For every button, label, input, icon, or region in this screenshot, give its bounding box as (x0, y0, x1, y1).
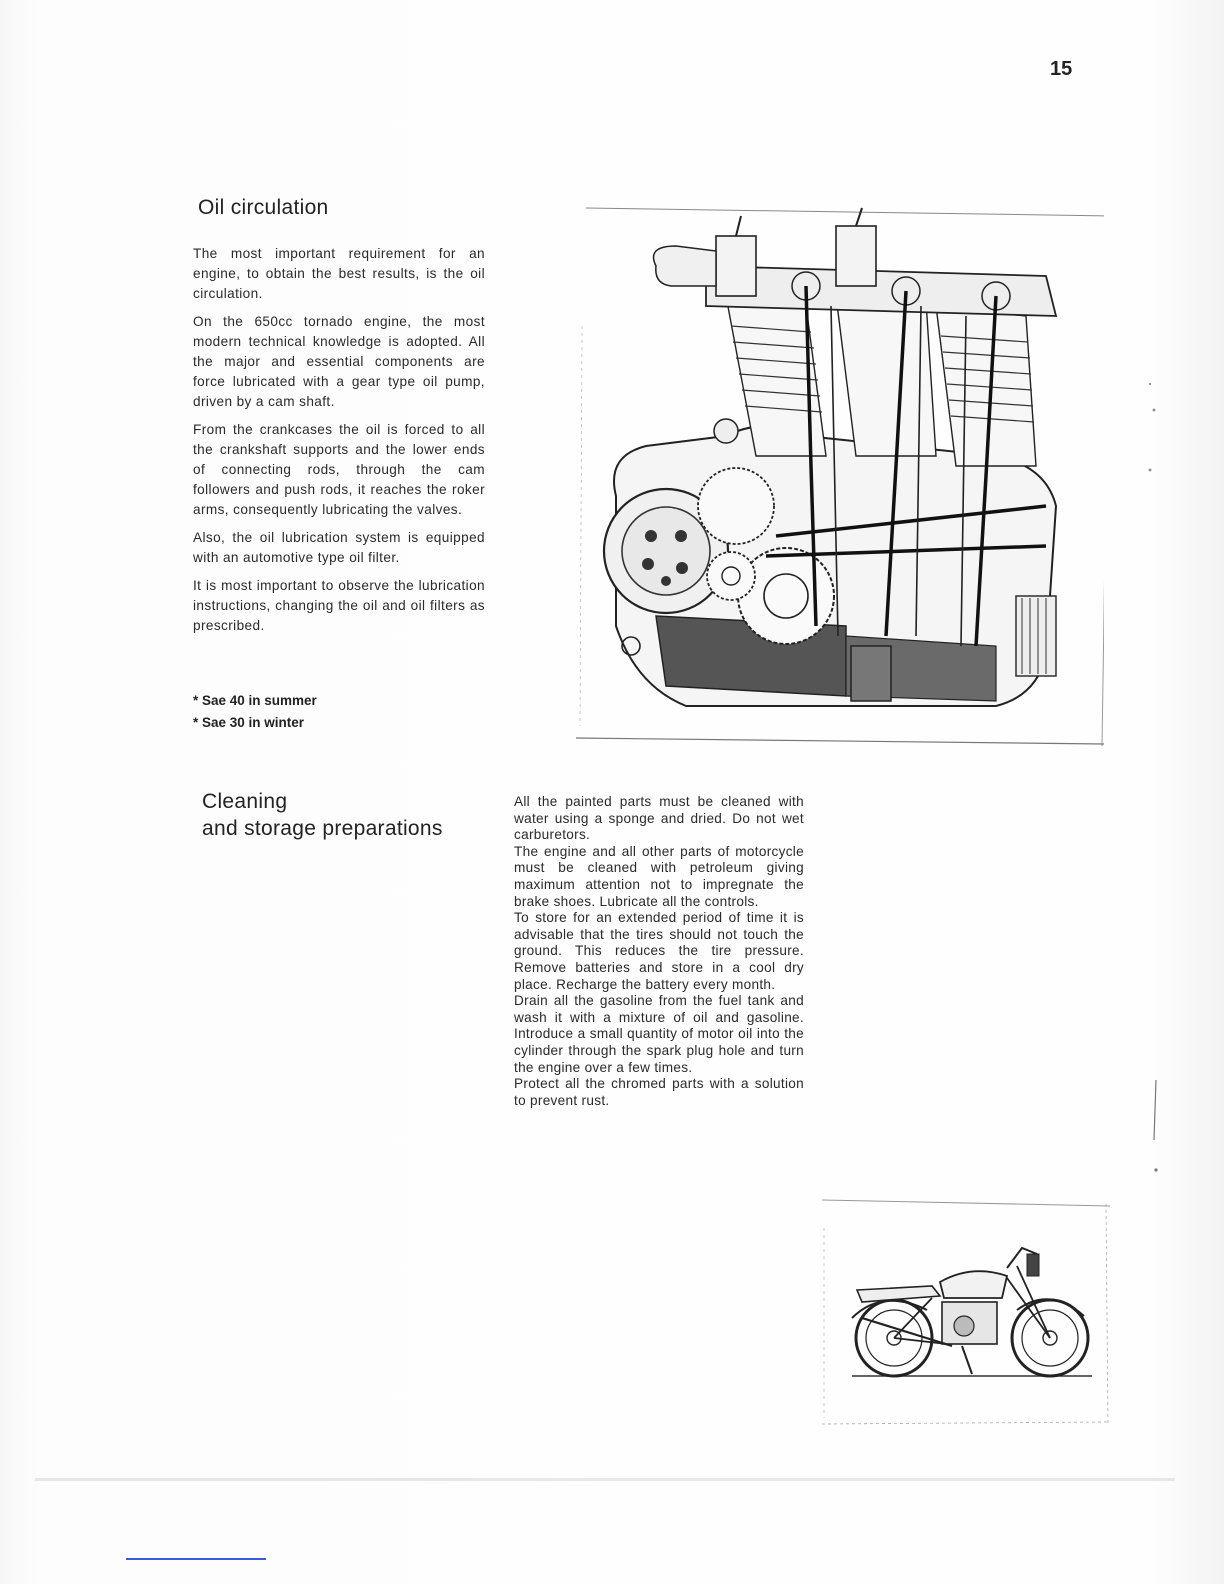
cleaning-paragraph-4: Drain all the gasoline from the fuel tank and wash it with a mixture of oil and gasoline. Introduce a small quantity of motor oil into the cylinder through the spark plug hole and turn the engine over a few times. (514, 993, 804, 1075)
scan-margin-marks (1136, 380, 1166, 1180)
cleaning-paragraph-5: Protect all the chromed parts with a solution to prevent rust. (514, 1076, 804, 1108)
oil-grade-summer: * Sae 40 in summer (193, 693, 317, 708)
cleaning-heading (202, 788, 443, 842)
engine-cutaway-illustration (576, 206, 1104, 748)
cleaning-text (514, 794, 804, 1109)
cleaning-heading-line1: Cleaning (202, 790, 288, 813)
cleaning-paragraph-3: To store for an extended period of time it is advisable that the tires should not touch the ground. This reduces the tire pressure. Remove batteries and store in a cool dry place. Recharge the battery every month. (514, 910, 804, 992)
oil-paragraph-2: On the 650cc tornado engine, the most modern technical knowledge is adopted. All the major and essential components are force lubricated with a gear type oil pump, driven by a cam shaft. (193, 314, 485, 409)
scan-shadow-edge (35, 1478, 1175, 1481)
oil-circulation-text (193, 244, 485, 644)
oil-paragraph-3: From the crankcases the oil is forced to all the crankshaft supports and the lower ends of connecting rods, through the cam followers and push rods, it reaches the roker arms, consequently lubricating the valves. (193, 422, 485, 517)
bottom-rule (126, 1558, 266, 1560)
cleaning-heading-line2: and storage preparations (202, 817, 443, 840)
motorcycle-illustration (822, 1198, 1112, 1426)
oil-grade-list (193, 690, 317, 734)
oil-grade-winter: * Sae 30 in winter (193, 715, 305, 730)
cleaning-paragraph-1: All the painted parts must be cleaned with water using a sponge and dried. Do not wet carburetors. (514, 794, 804, 843)
oil-paragraph-4: Also, the oil lubrication system is equipped with an automotive type oil filter. (193, 530, 485, 565)
cleaning-paragraph-2: The engine and all other parts of motorcycle must be cleaned with petroleum giving maximum attention not to impregnate the brake shoes. Lubricate all the controls. (514, 843, 804, 909)
oil-paragraph-5: It is most important to observe the lubrication instructions, changing the oil and oil filters as prescribed. (193, 578, 485, 633)
oil-circulation-heading: Oil circulation (198, 196, 329, 219)
oil-paragraph-1: The most important requirement for an engine, to obtain the best results, is the oil circulation. (193, 246, 485, 301)
page-number: 15 (1050, 58, 1073, 80)
